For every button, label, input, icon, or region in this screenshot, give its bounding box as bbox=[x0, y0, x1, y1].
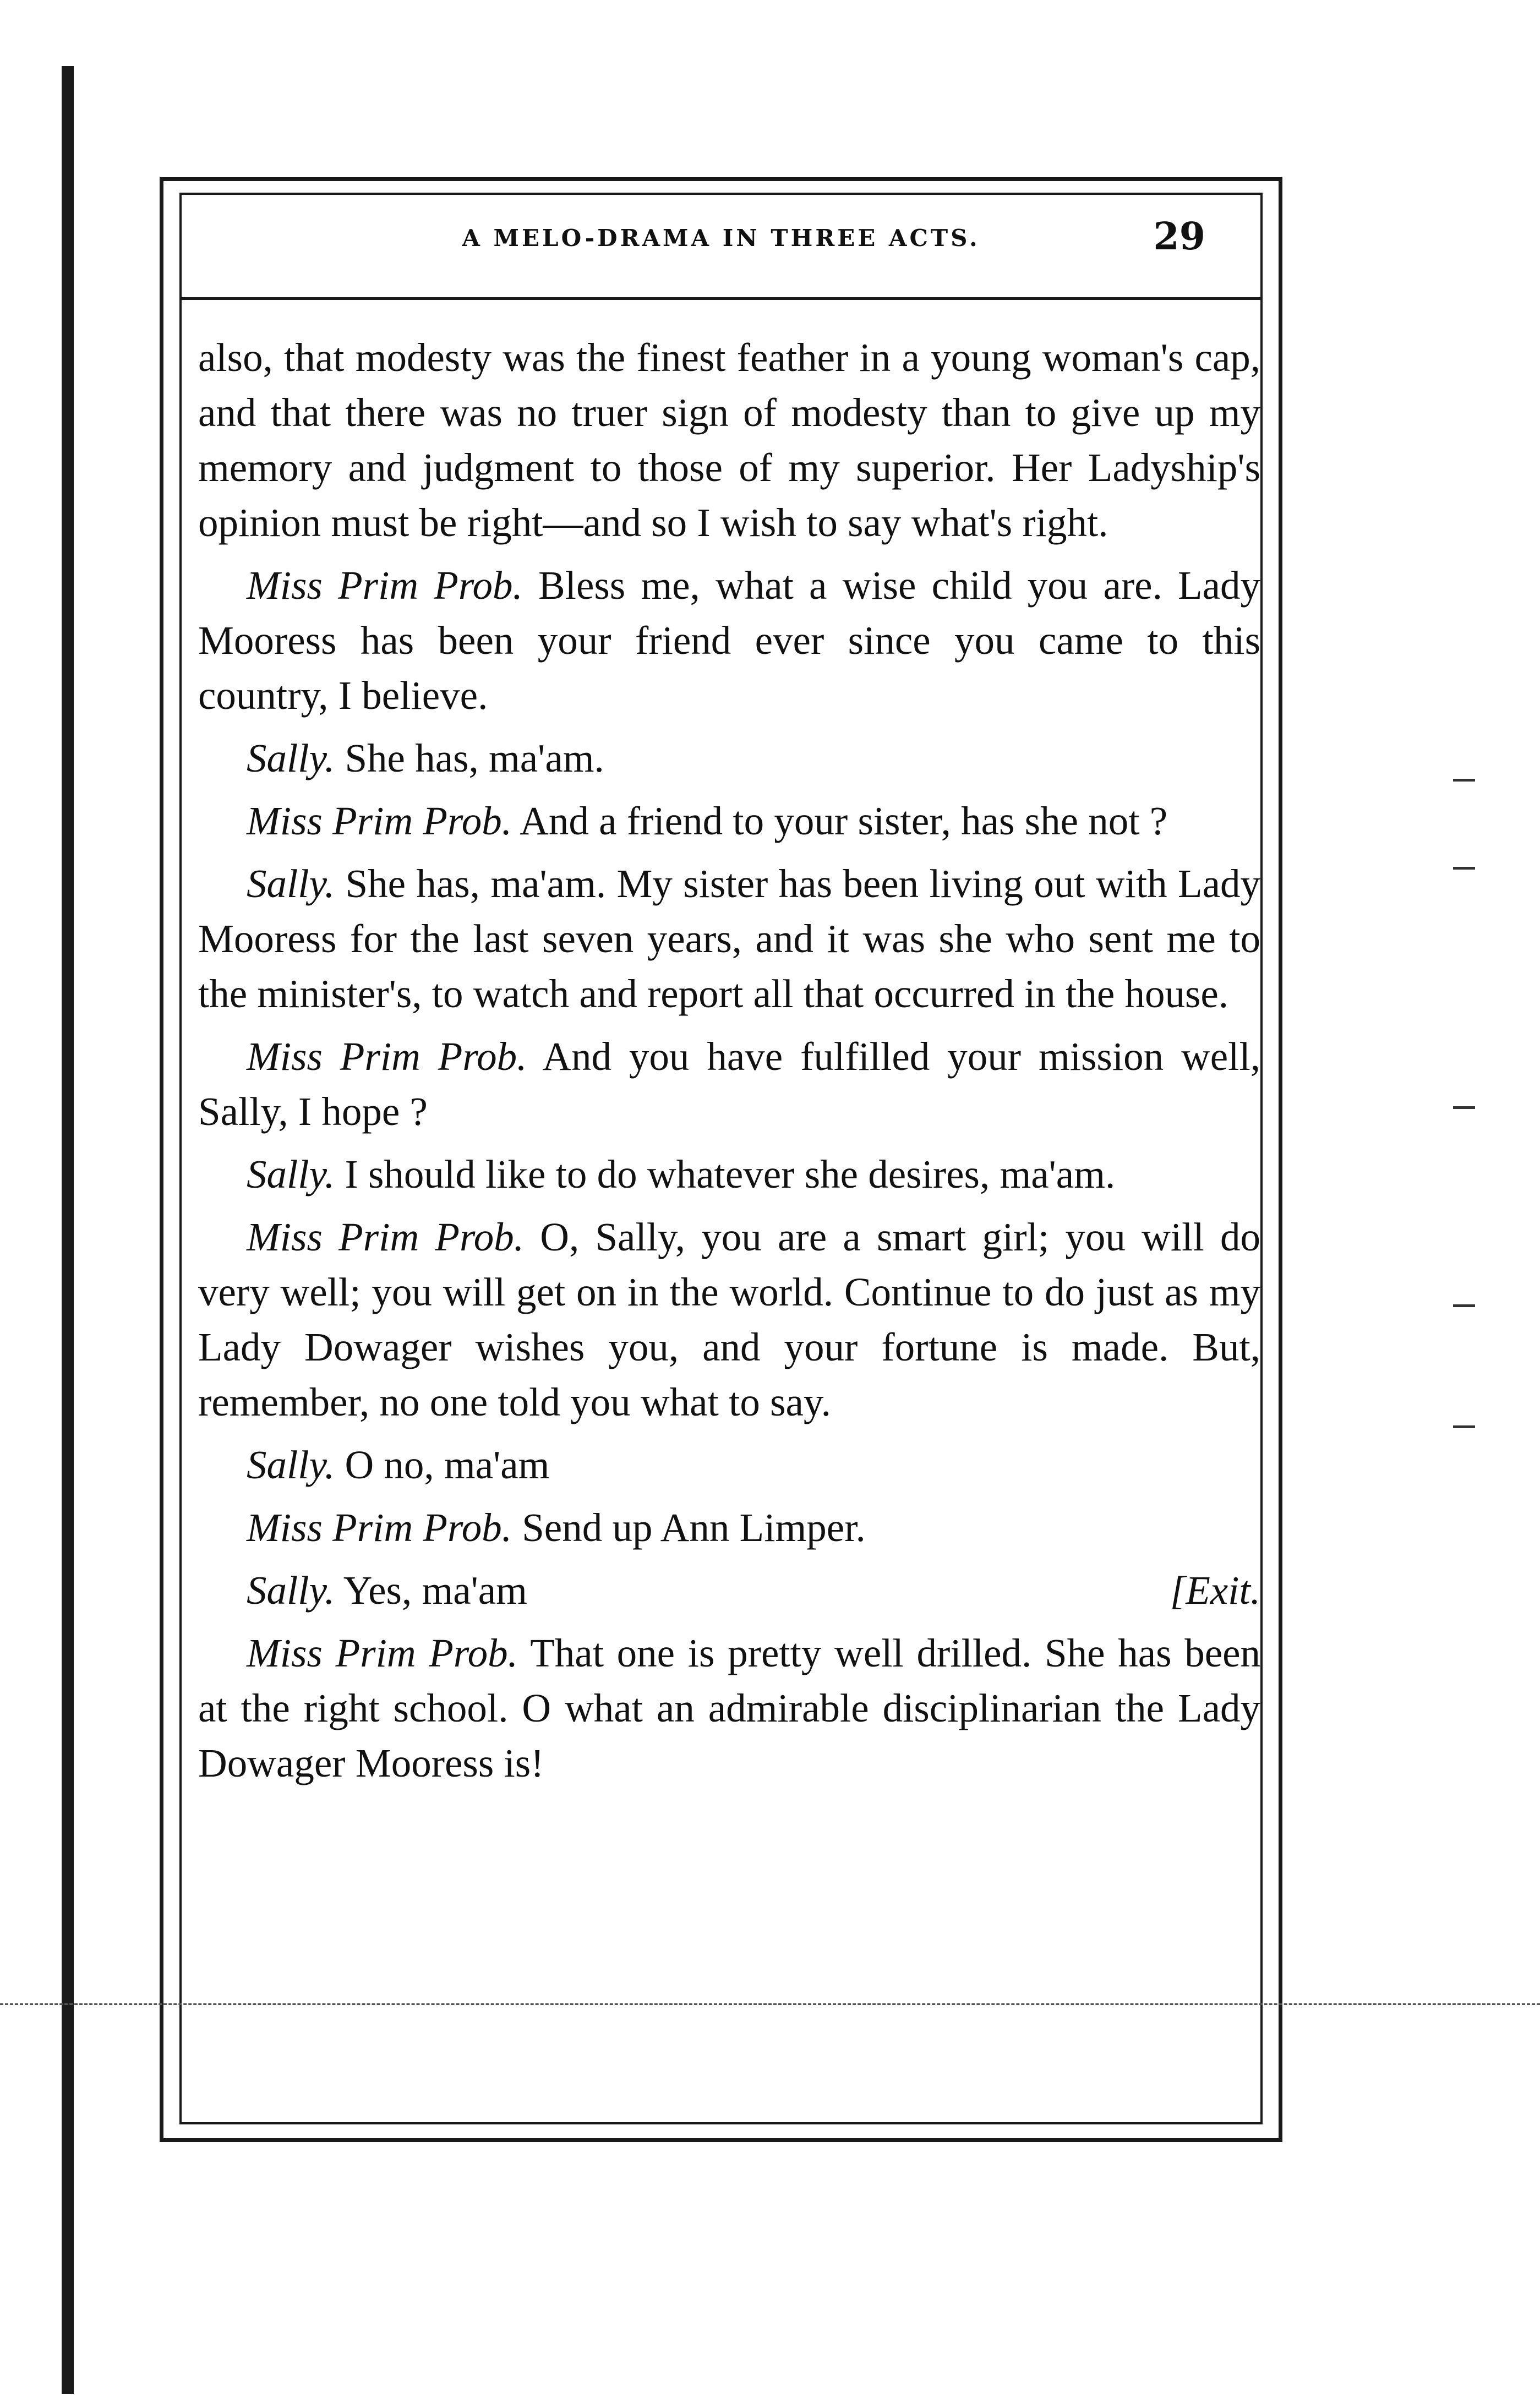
dialogue-text: And a friend to your sister, has she not ? bbox=[511, 799, 1168, 843]
speaker-name: Miss Prim Prob. bbox=[247, 1631, 518, 1675]
page-header bbox=[182, 215, 1260, 286]
margin-mark bbox=[1453, 1106, 1475, 1109]
dialogue-line bbox=[198, 1500, 1260, 1555]
speaker-name: Sally. bbox=[247, 1152, 335, 1196]
binding-edge-line bbox=[62, 66, 74, 2394]
dialogue-text: I should like to do whatever she desires, ma'am. bbox=[335, 1152, 1116, 1196]
speaker-name: Sally. bbox=[247, 1568, 335, 1613]
speaker-name: Sally. bbox=[247, 861, 335, 906]
dialogue-text: And you have fulfilled your mission well, Sally, I hope ? bbox=[198, 1034, 1260, 1134]
running-title: A MELO-DRAMA IN THREE ACTS. bbox=[462, 225, 980, 252]
dialogue-text: Bless me, what a wise child you are. Lady Mooress has been your friend ever since you came to this country, I believe. bbox=[198, 563, 1260, 718]
speaker-name: Sally. bbox=[247, 1443, 335, 1487]
dialogue-text: O, Sally, you are a smart girl; you will do very well; you will get on in the world. Continue to do just as my Lady Dowager wishes you, and your fortune is made. But, remember, no one told you what to say. bbox=[198, 1215, 1260, 1424]
dialogue-line bbox=[198, 731, 1260, 786]
margin-mark bbox=[1453, 779, 1475, 782]
dialogue-line bbox=[198, 856, 1260, 1021]
dialogue-text: She has, ma'am. My sister has been living out with Lady Mooress for the last seven years, and it was she who sent me to the minister's, to watch and report all that occurred in the house. bbox=[198, 861, 1260, 1016]
dialogue-line bbox=[198, 1626, 1260, 1791]
dialogue-line bbox=[198, 1563, 1260, 1618]
margin-mark bbox=[1453, 867, 1475, 870]
dialogue-line bbox=[198, 1029, 1260, 1139]
margin-mark bbox=[1453, 1425, 1475, 1428]
dialogue-text: That one is pretty well drilled. She has been at the right school. O what an admirable disciplinarian the Lady Dowager Mooress is! bbox=[198, 1631, 1261, 1785]
dialogue-line bbox=[198, 1438, 1260, 1493]
speaker-name: Miss Prim Prob. bbox=[247, 1505, 512, 1550]
dialogue-text: Yes, ma'am bbox=[335, 1568, 527, 1613]
page-number: 29 bbox=[1153, 215, 1205, 259]
scan-crease-line bbox=[0, 2003, 1540, 2005]
stage-direction: [Exit. bbox=[1170, 1568, 1260, 1613]
dialogue-line bbox=[198, 794, 1260, 849]
paragraph: also, that modesty was the finest feather in a young woman's cap, and that there was no truer sign of modesty than to give up my memory and judgment to those of my superior. Her Ladyship's opinion must be right—and so I wish to say what's right. bbox=[198, 335, 1260, 545]
header-rule bbox=[179, 297, 1263, 300]
speaker-name: Miss Prim Prob. bbox=[247, 563, 523, 608]
speaker-name: Miss Prim Prob. bbox=[247, 1034, 527, 1079]
margin-mark bbox=[1453, 1304, 1475, 1307]
speaker-name: Miss Prim Prob. bbox=[247, 1215, 524, 1259]
dialogue-text: O no, ma'am bbox=[335, 1443, 550, 1487]
dialogue-line bbox=[198, 1210, 1260, 1430]
speaker-name: Sally. bbox=[247, 736, 335, 780]
dialogue-line bbox=[198, 558, 1260, 723]
dialogue-text: Send up Ann Limper. bbox=[511, 1505, 866, 1550]
dialogue-line bbox=[198, 1147, 1260, 1202]
dialogue-text: She has, ma'am. bbox=[335, 736, 604, 780]
body-text bbox=[198, 330, 1260, 1799]
speaker-name: Miss Prim Prob. bbox=[247, 799, 512, 843]
